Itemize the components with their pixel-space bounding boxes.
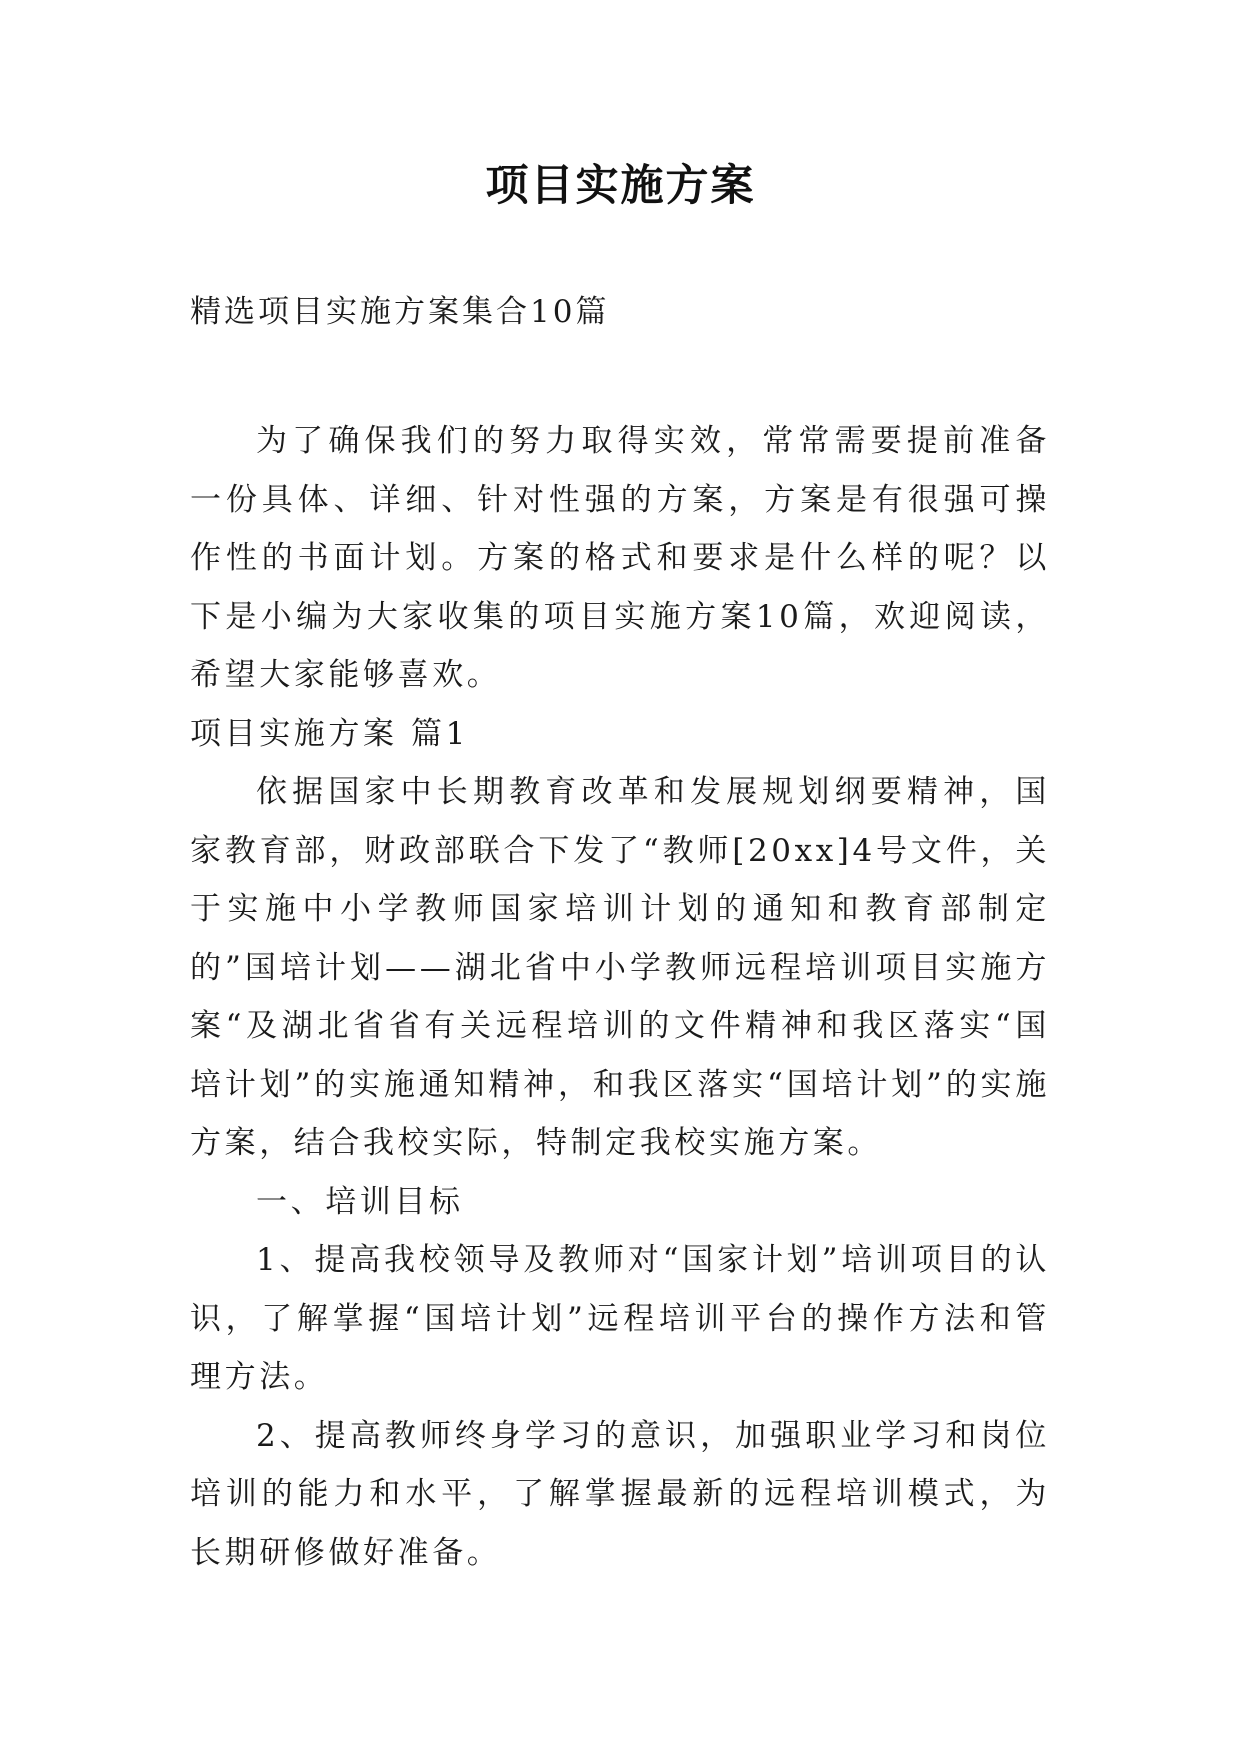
intro-paragraph: 为了确保我们的努力取得实效，常常需要提前准备一份具体、详细、针对性强的方案，方案是有很强可操作性的书面计划。方案的格式和要求是什么样的呢？以下是小编为大家收集的项目实施方案10篇，欢迎阅读，希望大家能够喜欢。 bbox=[190, 423, 1050, 693]
list-item: 1、提高我校领导及教师对“国家计划”培训项目的认识，了解掌握“国培计划”远程培训平台的操作方法和管理方法。 bbox=[190, 1242, 1050, 1395]
list-item: 2、提高教师终身学习的意识，加强职业学习和岗位培训的能力和水平，了解掌握最新的远程培训模式，为长期研修做好准备。 bbox=[190, 1417, 1050, 1571]
document-title: 项目实施方案 bbox=[485, 161, 756, 211]
document-subtitle: 精选项目实施方案集合10篇 bbox=[190, 294, 610, 330]
subheading: 一、培训目标 bbox=[256, 1183, 464, 1220]
document-body bbox=[190, 412, 1050, 1582]
body-paragraph: 依据国家中长期教育改革和发展规划纲要精神，国家教育部，财政部联合下发了“教师[20xx]4号文件，关于实施中小学教师国家培训计划的通知和教育部制定的”国培计划——湖北省中小学教师远程培训项目实施方案“及湖北省省有关远程培训的文件精神和我区落实“国培计划”的实施通知精神，和我区落实“国培计划”的实施方案，结合我校实际，特制定我校实施方案。 bbox=[190, 774, 1050, 1161]
section-heading: 项目实施方案 篇1 bbox=[190, 715, 469, 752]
